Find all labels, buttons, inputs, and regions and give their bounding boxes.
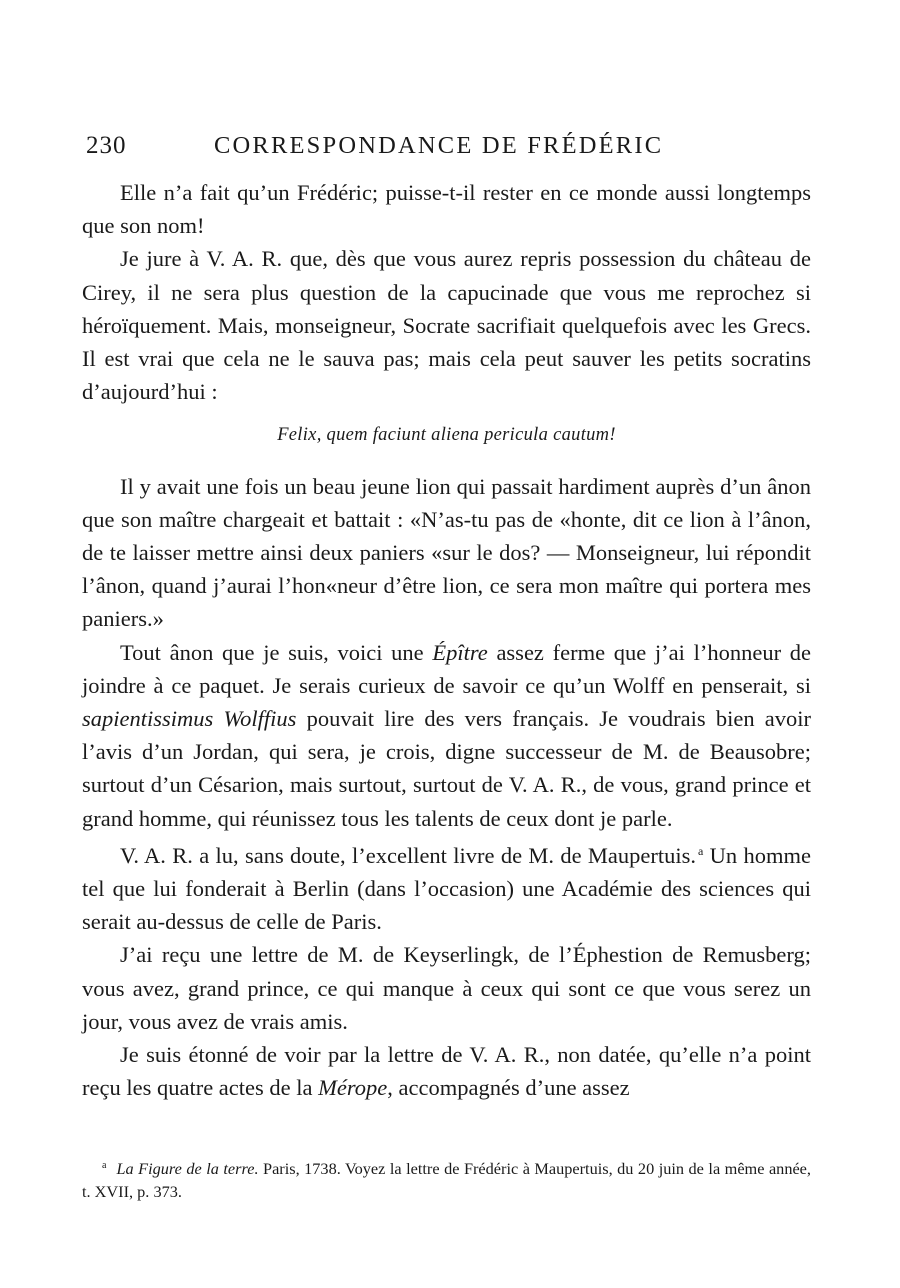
paragraph-7-text-a: Je suis étonné de voir par la lettre de V. A. R., non datée, qu’elle n’a point reçu les quatre actes de la [82, 1042, 811, 1101]
paragraph-3: Il y avait une fois un beau jeune lion qui passait hardiment auprès d’un ânon que son maître chargeait et battait : «N’as-tu pas de «honte, dit ce lion à l’ânon, de te laisser mettre ainsi deux paniers «sur le dos? — Monseigneur, lui répondit l’ânon, quand j’aurai l’hon«neur d’être lion, ce sera mon maître qui portera mes paniers.» [82, 473, 811, 632]
paragraph-4-text-b: assez ferme que j’ai l’honneur de joindre à ce paquet. Je serais curieux de savoir ce qu’un Wolff en penserait, si [82, 639, 811, 698]
wolffius-phrase: sapientissimus Wolffius [82, 706, 297, 732]
paragraph-7-text-b: , accompagnés d’une assez [387, 1075, 630, 1101]
footnote-paragraph [82, 1154, 811, 1203]
paragraph-5-text-b: Un homme tel que lui fonderait à Berlin (dans l’occasion) une Académie des sciences qui serait au-dessus de celle de Paris. [82, 842, 811, 935]
paragraph-4-text-c: pouvait lire des vers français. Je voudrais bien avoir l’avis d’un Jordan, qui sera, je crois, digne successeur de M. de Beausobre; surtout d’un Césarion, mais surtout, surtout de V. A. R., de vous, grand prince et grand homme, qui réunissez tous les talents de ceux dont je parle. [82, 706, 811, 831]
footnote-marker: a [102, 1160, 107, 1171]
page-number: 230 [86, 132, 127, 159]
merope-title: Mérope [318, 1075, 388, 1101]
paragraph-7 [82, 1038, 811, 1104]
running-title: CORRESPONDANCE DE FRÉDÉRIC [214, 132, 664, 159]
paragraph-4-text-a: Tout ânon que je suis, voici une [120, 639, 433, 665]
paragraph-2: Je jure à V. A. R. que, dès que vous aurez repris possession du château de Cirey, il ne sera plus question de la capucinade que vous me reprochez si héroïquement. Mais, monseigneur, Socrate sacrifiait quelquefois avec les Grecs. Il est vrai que cela ne le sauva pas; mais cela peut sauver les petits socratins d’aujourd’hui : [82, 246, 811, 405]
paragraph-1: Elle n’a fait qu’un Frédéric; puisse-t-il rester en ce monde aussi longtemps que son nom! [82, 180, 811, 239]
paragraph-4 [82, 636, 811, 835]
main-text [82, 176, 811, 1104]
paragraph-6: J’ai reçu une lettre de M. de Keyserlingk, de l’Éphestion de Remusberg; vous avez, grand prince, ce qui manque à ceux qui sont ce que vous serez un jour, vous avez de vrais amis. [82, 942, 811, 1034]
page-header [86, 130, 812, 164]
epitre-title: Épître [432, 639, 488, 665]
footnote-book-title: La Figure de la terre. [116, 1159, 259, 1178]
footnote [82, 1154, 811, 1203]
footnote-reference[interactable]: a [698, 843, 704, 858]
latin-verse-quote: Felix, quem faciunt aliena pericula cautum! [277, 425, 616, 446]
paragraph-5-text-a: V. A. R. a lu, sans doute, l’excellent livre de M. de Maupertuis. [120, 842, 697, 868]
footnote-text: Paris, 1738. Voyez la lettre de Frédéric à Maupertuis, du 20 juin de la même année, t. XVII, p. 373. [82, 1159, 811, 1201]
paragraph-5 [82, 835, 811, 939]
